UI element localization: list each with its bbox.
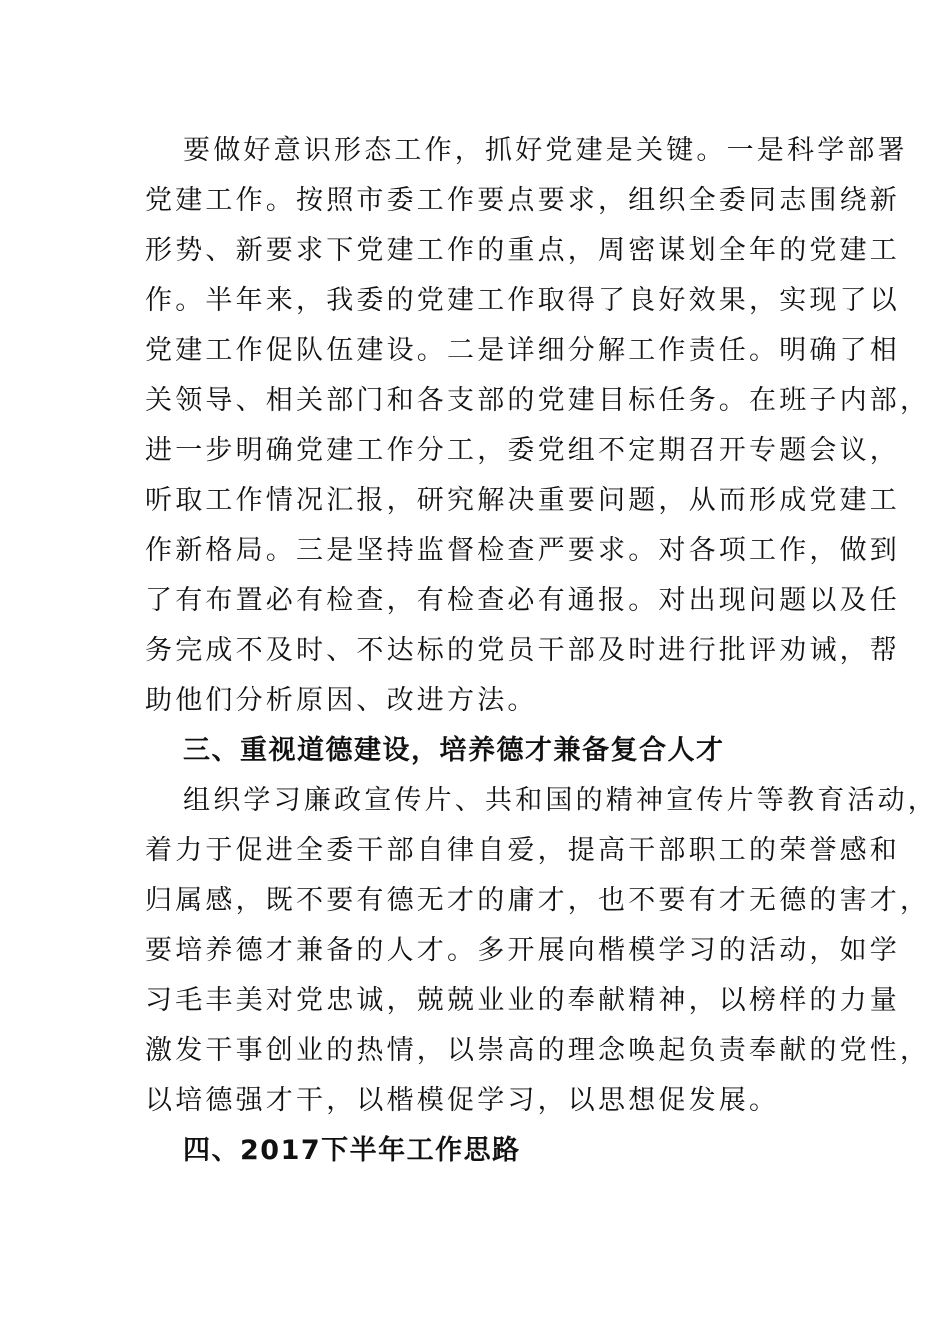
- paragraph-line: 进一步明确党建工作分工，委党组不定期召开专题会议，: [145, 435, 900, 466]
- paragraph-line: 以培德强才干，以楷模促学习，以思想促发展。: [145, 1085, 780, 1116]
- paragraph-line: 党建工作。按照市委工作要点要求，组织全委同志围绕新: [145, 185, 900, 216]
- paragraph-line: 形势、新要求下党建工作的重点，周密谋划全年的党建工: [145, 235, 900, 266]
- paragraph-line: 着力于促进全委干部自律自爱，提高干部职工的荣誉感和: [145, 835, 900, 866]
- paragraph-line: 了有布置必有检查，有检查必有通报。对出现问题以及任: [145, 585, 900, 616]
- paragraph-line: 要培养德才兼备的人才。多开展向楷模学习的活动，如学: [145, 935, 900, 966]
- paragraph-line: 要做好意识形态工作，抓好党建是关键。一是科学部署: [183, 135, 908, 166]
- paragraph-line: 组织学习廉政宣传片、共和国的精神宣传片等教育活动，: [183, 785, 938, 816]
- paragraph-line: 党建工作促队伍建设。二是详细分解工作责任。明确了相: [145, 335, 900, 366]
- paragraph-line: 作。半年来，我委的党建工作取得了良好效果，实现了以: [145, 285, 900, 316]
- paragraph-line: 听取工作情况汇报，研究解决重要问题，从而形成党建工: [145, 485, 900, 516]
- paragraph-line: 激发干事创业的热情，以崇高的理念唤起负责奉献的党性，: [145, 1035, 931, 1066]
- paragraph-line: 归属感，既不要有德无才的庸才，也不要有才无德的害才，: [145, 885, 931, 916]
- paragraph-line: 助他们分析原因、改进方法。: [145, 685, 538, 716]
- paragraph-line: 关领导、相关部门和各支部的党建目标任务。在班子内部，: [145, 385, 931, 416]
- section-heading: 三、重视道德建设，培养德才兼备复合人才: [183, 735, 725, 766]
- paragraph-line: 务完成不及时、不达标的党员干部及时进行批评劝诫，帮: [145, 635, 900, 666]
- section-heading: 四、2017下半年工作思路: [183, 1135, 521, 1166]
- paragraph-line: 习毛丰美对党忠诚，兢兢业业的奉献精神，以榜样的力量: [145, 985, 900, 1016]
- paragraph-line: 作新格局。三是坚持监督检查严要求。对各项工作，做到: [145, 535, 900, 566]
